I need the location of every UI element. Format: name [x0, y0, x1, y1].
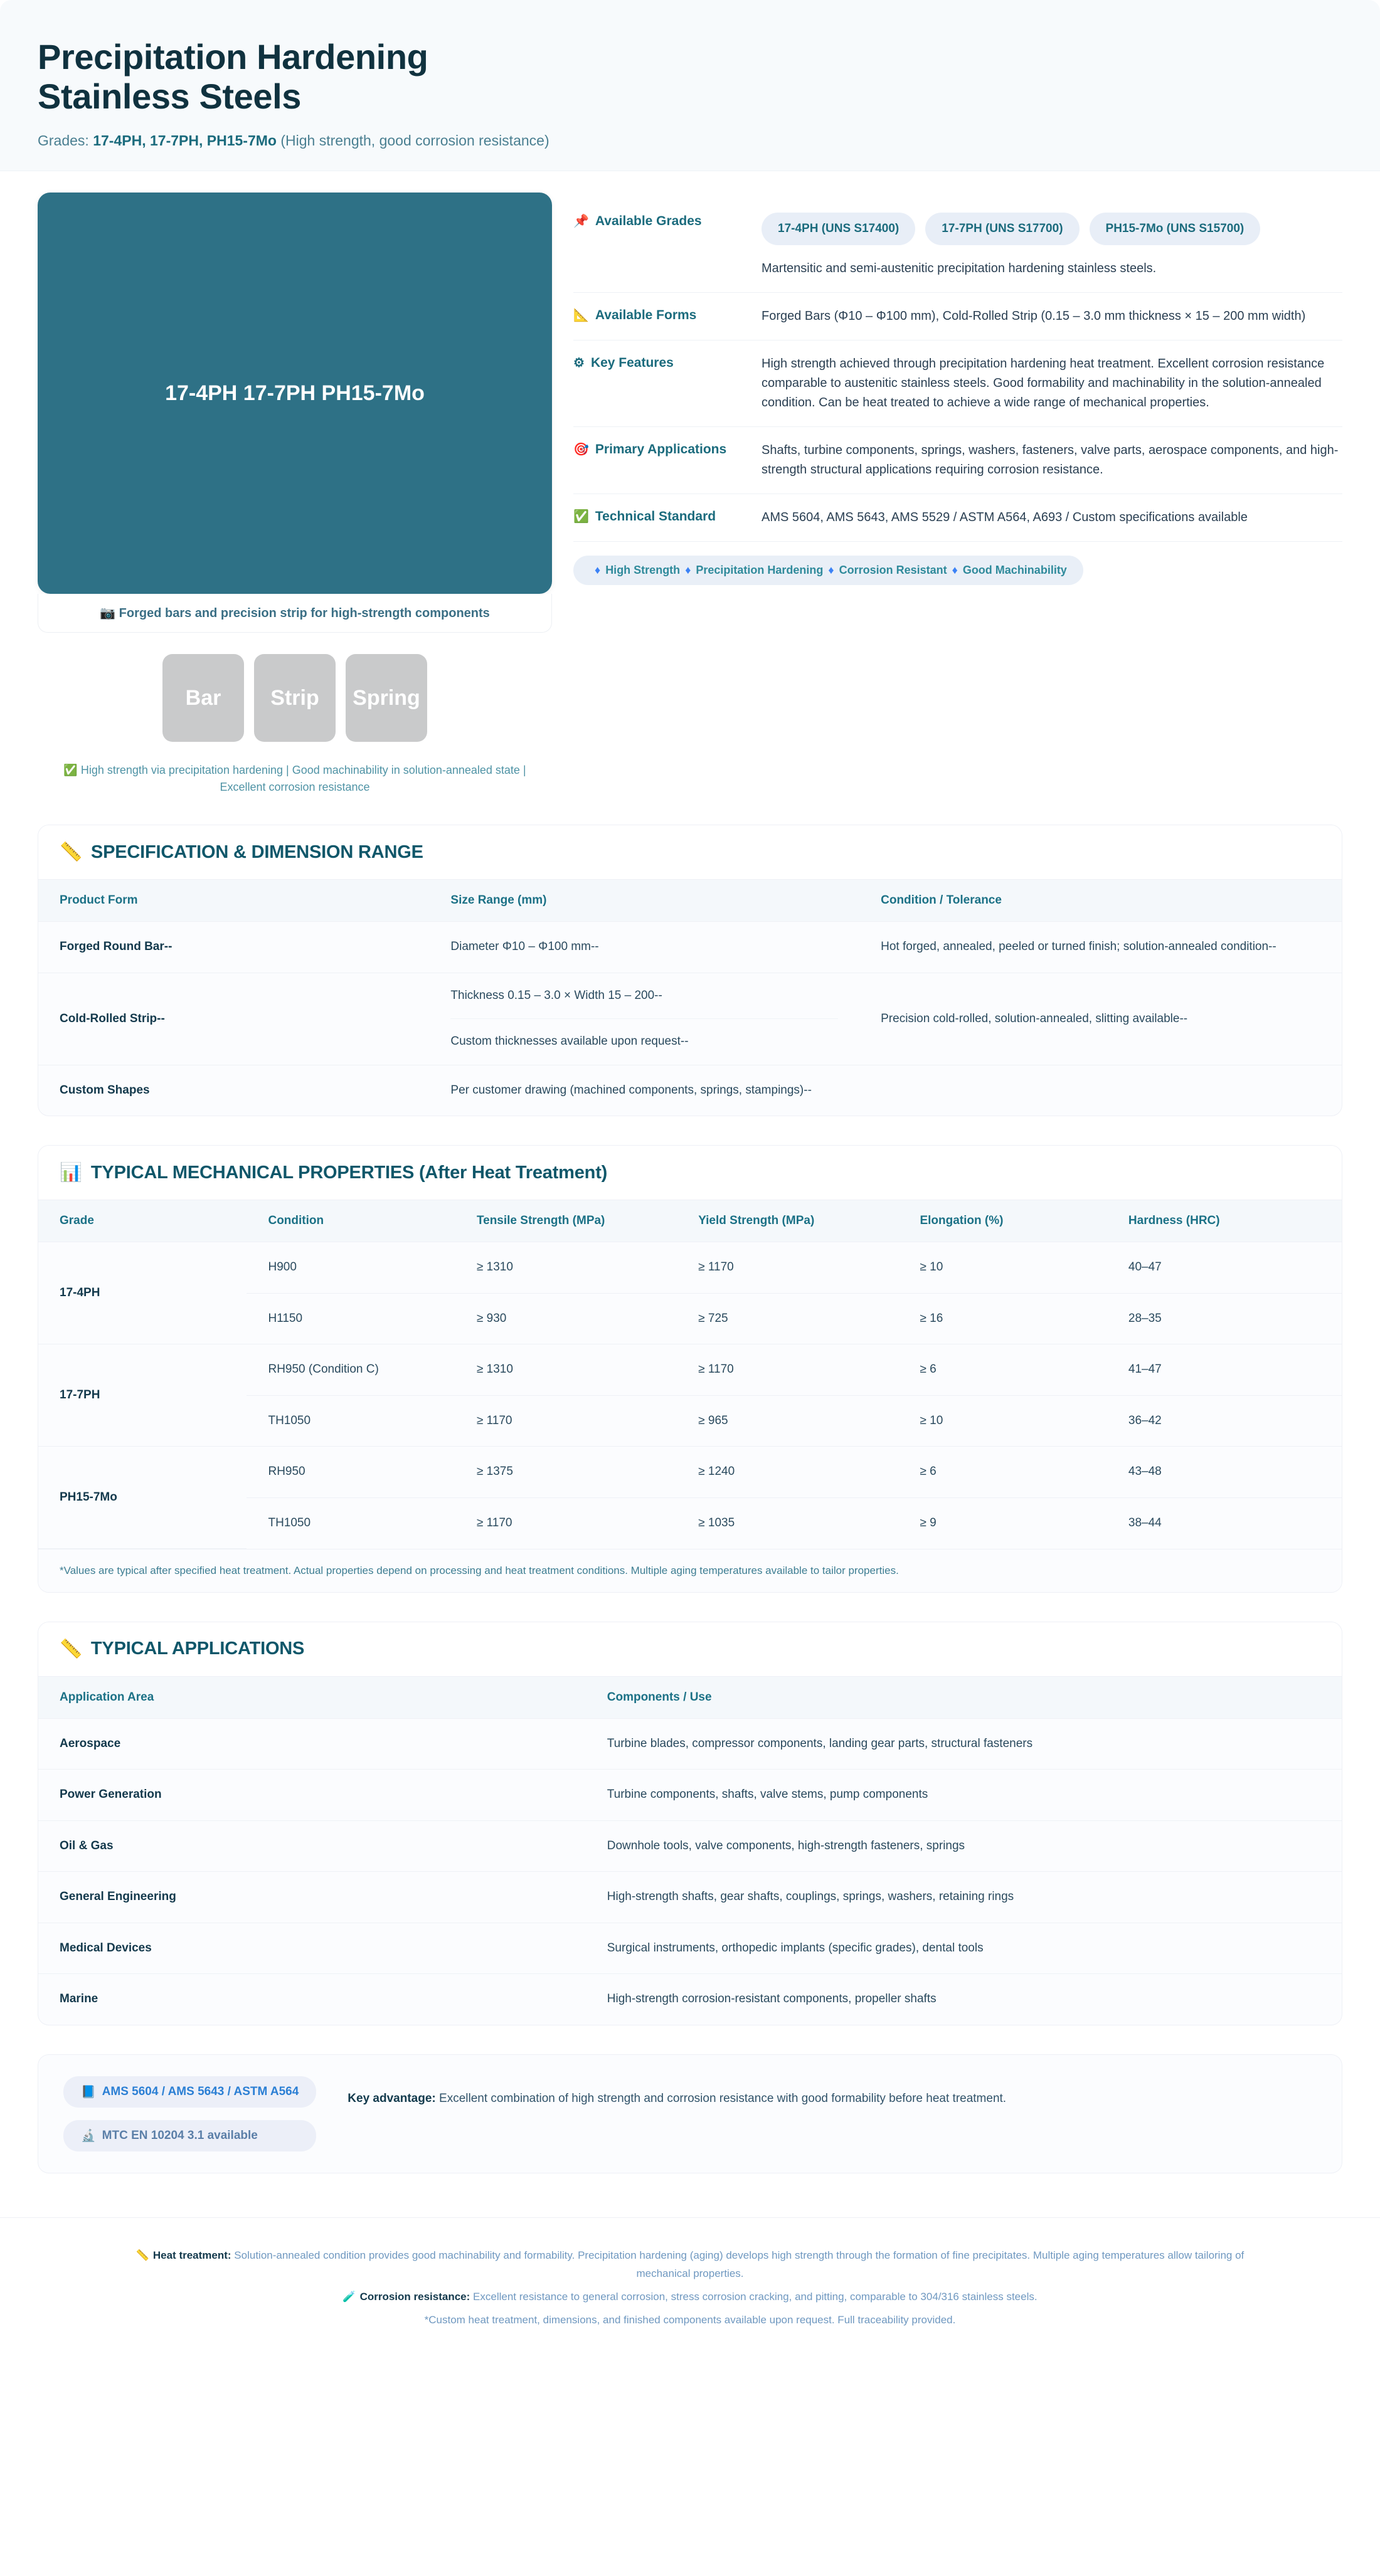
- certifications-section: [38, 2054, 1342, 2173]
- grades-suffix: (High strength, good corrosion resistance): [276, 132, 549, 149]
- page-header: [0, 0, 1380, 171]
- key-advantage-body: Excellent combination of high strength and corrosion resistance with good formability before heat treatment.: [435, 2091, 1007, 2105]
- product-image-placeholder: [38, 193, 552, 594]
- mech-yield: ≥ 965: [677, 1395, 898, 1447]
- mech-grade-17-4ph: 17-4PH: [38, 1242, 247, 1344]
- table-row: [38, 973, 1342, 1065]
- specification-section: [38, 825, 1342, 1116]
- applications-section-title: TYPICAL APPLICATIONS: [90, 1639, 305, 1659]
- mech-elongation: ≥ 9: [920, 1516, 937, 1529]
- spec-condition-custom-shapes: [859, 1065, 1342, 1116]
- key-features-value: High strength achieved through precipitation hardening heat treatment. Excellent corrosion resistance comparable to austenitic stainless steels. Good formability and machinability in the solution-annealed condition. Can be heat treated to achieve a wide range of mechanical properties.: [762, 356, 1325, 409]
- sub-row: [450, 1019, 838, 1065]
- diamond-bullet-icon: ♦: [595, 563, 601, 576]
- ruler-icon: 📏: [60, 1639, 82, 1659]
- grade-chip-17-7ph[interactable]: 17-7PH (UNS S17700): [925, 213, 1079, 245]
- mech-hardness: 43–48: [1107, 1447, 1342, 1498]
- available-forms-value: Forged Bars (Φ10 – Φ100 mm), Cold-Rolled Strip (0.15 – 3.0 mm thickness × 15 – 200 mm width): [762, 309, 1306, 323]
- spec-condition-forged-round-bar: Hot forged, annealed, peeled or turned finish; solution-annealed condition--: [859, 922, 1342, 973]
- sub-row: [450, 973, 838, 1019]
- info-row-label: [573, 354, 762, 372]
- app-use-power-generation: Turbine components, shafts, valve stems, pump components: [586, 1770, 1342, 1821]
- app-area-marine: Marine: [60, 1992, 98, 2006]
- mech-condition: RH950: [247, 1447, 455, 1498]
- mech-yield: ≥ 1240: [677, 1447, 898, 1498]
- spec-form-forged-round-bar: Forged Round Bar--: [38, 922, 429, 973]
- table-row: [38, 1923, 1342, 1974]
- technical-standard-label: Technical Standard: [595, 509, 716, 524]
- info-row-available-grades: [573, 199, 1342, 292]
- info-row-label: [573, 213, 762, 230]
- grade-chip-17-4ph[interactable]: 17-4PH (UNS S17400): [762, 213, 915, 245]
- mech-yield: ≥ 1170: [677, 1344, 898, 1396]
- table-row: [38, 1242, 1342, 1294]
- primary-applications-label: Primary Applications: [595, 441, 727, 457]
- mech-elongation: ≥ 6: [898, 1447, 1107, 1498]
- table-header-row: [38, 880, 1342, 922]
- spec-form-custom-shapes: Custom Shapes: [60, 1083, 150, 1097]
- grade-chip-ph15-7mo[interactable]: PH15-7Mo (UNS S15700): [1090, 213, 1261, 245]
- thumbnail-spring-label: Spring: [353, 685, 420, 710]
- page-title: [38, 38, 665, 116]
- mech-condition: RH950 (Condition C): [247, 1344, 455, 1396]
- spec-size-custom-shapes: Per customer drawing (machined components, springs, stampings)--: [450, 1083, 812, 1097]
- app-area-medical-devices: Medical Devices: [38, 1923, 586, 1974]
- table-row: [38, 922, 1342, 973]
- grades-subtitle: [38, 132, 1342, 149]
- diamond-bullet-icon: ♦: [828, 563, 834, 576]
- table-header-row: [38, 1200, 1342, 1242]
- table-row: [38, 1065, 1342, 1116]
- page-title-line2: Stainless Steels: [38, 76, 302, 116]
- mech-tensile: ≥ 1310: [455, 1344, 677, 1396]
- tag-precipitation-hardening: Precipitation Hardening: [696, 563, 824, 576]
- mech-tensile: ≥ 1170: [455, 1395, 677, 1447]
- table-row: [38, 1718, 1342, 1770]
- footer-custom-note-text: *Custom heat treatment, dimensions, and finished components available upon request. Full traceability provided.: [424, 2313, 956, 2326]
- applications-section-header: [38, 1622, 1342, 1676]
- spec-size-forged-round-bar: Diameter Φ10 – Φ100 mm--: [429, 922, 859, 973]
- app-area-general-engineering: General Engineering: [38, 1872, 586, 1923]
- mech-elongation: ≥ 10: [898, 1395, 1107, 1447]
- technical-standard-value: AMS 5604, AMS 5643, AMS 5529 / ASTM A564, A693 / Custom specifications available: [762, 510, 1248, 524]
- info-row-label: [573, 441, 762, 458]
- key-features-label: Key Features: [590, 355, 674, 370]
- product-feature-summary: [38, 762, 552, 796]
- mech-tensile: ≥ 1170: [476, 1516, 512, 1529]
- info-row-technical-standard: [573, 494, 1342, 542]
- mech-hardness: 28–35: [1107, 1293, 1342, 1344]
- table-row: [38, 1872, 1342, 1923]
- tag-high-strength: High Strength: [605, 563, 681, 576]
- table-header-row: [38, 1676, 1342, 1718]
- grades-list: 17-4PH, 17-7PH, PH15-7Mo: [93, 132, 277, 149]
- col-condition: Condition: [247, 1200, 455, 1242]
- tag-good-machinability: Good Machinability: [962, 563, 1067, 576]
- mech-tensile: ≥ 1375: [455, 1447, 677, 1498]
- ruler-icon: 📏: [60, 842, 82, 863]
- footer-heat-treatment-text: Solution-annealed condition provides good machinability and formability. Precipitation hardening (aging) develops high strength through the formation of fine precipitates. Multiple aging temperatures allow tailoring of mechanical properties.: [231, 2249, 1245, 2279]
- footer-heat-treatment-label: Heat treatment:: [152, 2249, 231, 2261]
- primary-applications-value: Shafts, turbine components, springs, washers, fasteners, valve parts, aerospace components, and high-strength structural applications requiring corrosion resistance.: [762, 443, 1339, 477]
- mech-hardness: 41–47: [1107, 1344, 1342, 1396]
- cert-badge-ams-astm[interactable]: [63, 2076, 316, 2108]
- thumbnail-strip: [38, 654, 552, 742]
- cert-badge-mtc-label: MTC EN 10204 3.1 available: [102, 2128, 258, 2142]
- table-row: [38, 1770, 1342, 1821]
- cert-badge-ams-astm-label: AMS 5604 / AMS 5643 / ASTM A564: [102, 2084, 299, 2098]
- target-icon: 🎯: [573, 442, 589, 457]
- grade-chip-row: [762, 213, 1342, 245]
- info-row-label: [573, 508, 762, 525]
- mech-condition: TH1050: [268, 1516, 311, 1529]
- grades-prefix: Grades:: [38, 132, 93, 149]
- product-info-column: [573, 193, 1342, 796]
- mech-condition: H1150: [247, 1293, 455, 1344]
- mech-elongation: ≥ 6: [898, 1344, 1107, 1396]
- tag-corrosion-resistant: Corrosion Resistant: [839, 563, 947, 576]
- camera-icon: 📷: [100, 606, 116, 621]
- mechanical-properties-section: [38, 1145, 1342, 1593]
- ruler-icon: 📏: [135, 2249, 149, 2261]
- col-product-form: Product Form: [38, 880, 429, 922]
- scroll-icon: 📘: [81, 2085, 96, 2099]
- table-row: [38, 1344, 1342, 1396]
- app-use-marine: High-strength corrosion-resistant components, propeller shafts: [607, 1992, 937, 2006]
- specification-section-title: SPECIFICATION & DIMENSION RANGE: [90, 842, 423, 862]
- gear-icon: ⚙: [573, 356, 585, 370]
- spec-size-cold-rolled-strip-line2: Custom thicknesses available upon request--: [450, 1035, 689, 1048]
- table-row: [38, 1447, 1342, 1498]
- available-forms-label: Available Forms: [595, 307, 697, 322]
- specification-section-header: [38, 825, 1342, 879]
- product-image-caption: [38, 594, 552, 633]
- mech-yield: ≥ 1170: [677, 1242, 898, 1294]
- mech-tensile: ≥ 930: [455, 1293, 677, 1344]
- applications-table: [38, 1676, 1342, 2025]
- product-media-column: [38, 193, 552, 796]
- mech-hardness: 38–44: [1128, 1516, 1162, 1529]
- check-box-icon: ✅: [573, 509, 589, 524]
- thumbnail-strip-item[interactable]: [254, 654, 336, 742]
- footer-line-corrosion-resistance: [113, 2288, 1267, 2306]
- cert-badge-mtc[interactable]: [63, 2120, 316, 2151]
- col-application-area: Application Area: [38, 1676, 586, 1718]
- mech-elongation: ≥ 10: [898, 1242, 1107, 1294]
- specification-table: [38, 879, 1342, 1116]
- page-title-line1: Precipitation Hardening: [38, 37, 428, 77]
- overview-section: [0, 171, 1380, 796]
- col-condition-tolerance: Condition / Tolerance: [859, 880, 1342, 922]
- test-tube-icon: 🧪: [342, 2290, 356, 2303]
- available-grades-value: [762, 213, 1342, 278]
- mech-yield: ≥ 725: [677, 1293, 898, 1344]
- mech-tensile: ≥ 1310: [455, 1242, 677, 1294]
- product-feature-summary-text: High strength via precipitation hardening | Good machinability in solution-annealed state | Excellent corrosion resistance: [80, 764, 526, 794]
- thumbnail-bar-label: Bar: [185, 685, 221, 710]
- available-grades-label: Available Grades: [595, 214, 702, 229]
- col-yield-strength: Yield Strength (MPa): [677, 1200, 898, 1242]
- attribute-tag-bar: [573, 556, 1083, 585]
- triangular-ruler-icon: 📐: [573, 308, 589, 322]
- mech-grade-ph15-7mo: PH15-7Mo: [38, 1447, 247, 1549]
- mech-grade-17-7ph: 17-7PH: [38, 1344, 247, 1447]
- table-row: [38, 1820, 1342, 1872]
- col-tensile-strength: Tensile Strength (MPa): [455, 1200, 677, 1242]
- mech-condition: TH1050: [247, 1395, 455, 1447]
- col-components-use: Components / Use: [586, 1676, 1342, 1718]
- app-use-oil-and-gas: Downhole tools, valve components, high-strength fasteners, springs: [586, 1820, 1342, 1872]
- footer-corrosion-label: Corrosion resistance:: [359, 2290, 470, 2303]
- mechanical-properties-title: TYPICAL MECHANICAL PROPERTIES (After Heat Treatment): [90, 1162, 608, 1183]
- diamond-bullet-icon: ♦: [952, 563, 958, 576]
- app-use-general-engineering: High-strength shafts, gear shafts, couplings, springs, washers, retaining rings: [586, 1872, 1342, 1923]
- spec-size-cold-rolled-strip: [429, 973, 859, 1065]
- info-row-available-forms: [573, 293, 1342, 340]
- mechanical-properties-table: [38, 1200, 1342, 1549]
- info-row-primary-applications: [573, 427, 1342, 494]
- mechanical-properties-header: [38, 1146, 1342, 1200]
- bar-chart-icon: 📊: [60, 1163, 82, 1183]
- key-advantage-text: [348, 2076, 1317, 2108]
- app-area-power-generation: Power Generation: [38, 1770, 586, 1821]
- col-size-range: Size Range (mm): [429, 880, 859, 922]
- mech-hardness: 40–47: [1107, 1242, 1342, 1294]
- app-area-aerospace: Aerospace: [38, 1718, 586, 1770]
- mechanical-properties-footnote: *Values are typical after specified heat treatment. Actual properties depend on processing and heat treatment conditions. Multiple aging temperatures available to tailor properties.: [38, 1549, 1342, 1592]
- col-grade: Grade: [38, 1200, 247, 1242]
- spec-size-sublist: [450, 973, 838, 1065]
- page-footer: [0, 2217, 1380, 2363]
- check-box-icon: ✅: [63, 764, 78, 777]
- mech-elongation: ≥ 16: [898, 1293, 1107, 1344]
- pushpin-icon: 📌: [573, 214, 589, 229]
- key-advantage-label: Key advantage:: [348, 2091, 436, 2105]
- app-area-oil-and-gas: Oil & Gas: [38, 1820, 586, 1872]
- spec-size-cold-rolled-strip-line1: Thickness 0.15 – 3.0 × Width 15 – 200--: [450, 973, 838, 1019]
- col-hardness: Hardness (HRC): [1107, 1200, 1342, 1242]
- product-image-caption-text: Forged bars and precision strip for high-strength components: [119, 606, 490, 621]
- certification-badge-column: [63, 2076, 316, 2151]
- applications-section: [38, 1622, 1342, 2025]
- thumbnail-strip-label: Strip: [270, 685, 319, 710]
- col-elongation: Elongation (%): [898, 1200, 1107, 1242]
- available-grades-note: Martensitic and semi-austenitic precipitation hardening stainless steels.: [762, 261, 1157, 275]
- info-row-key-features: [573, 340, 1342, 427]
- mech-yield: ≥ 1035: [698, 1516, 735, 1529]
- diamond-bullet-icon: ♦: [685, 563, 691, 576]
- app-use-medical-devices: Surgical instruments, orthopedic implants (specific grades), dental tools: [586, 1923, 1342, 1974]
- thumbnail-spring[interactable]: [346, 654, 427, 742]
- product-image-label: 17-4PH 17-7PH PH15-7Mo: [165, 381, 425, 405]
- footer-line-heat-treatment: [113, 2247, 1267, 2283]
- microscope-icon: 🔬: [81, 2129, 96, 2143]
- spec-condition-cold-rolled-strip: Precision cold-rolled, solution-annealed, slitting available--: [859, 973, 1342, 1065]
- footer-line-custom-note: [113, 2311, 1267, 2330]
- thumbnail-bar[interactable]: [162, 654, 244, 742]
- mech-condition: H900: [247, 1242, 455, 1294]
- app-use-aerospace: Turbine blades, compressor components, landing gear parts, structural fasteners: [586, 1718, 1342, 1770]
- spec-form-cold-rolled-strip: Cold-Rolled Strip--: [38, 973, 429, 1065]
- info-row-label: [573, 307, 762, 324]
- table-row: [38, 1974, 1342, 2025]
- mech-hardness: 36–42: [1107, 1395, 1342, 1447]
- footer-corrosion-text: Excellent resistance to general corrosion, stress corrosion cracking, and pitting, comparable to 304/316 stainless steels.: [470, 2290, 1038, 2303]
